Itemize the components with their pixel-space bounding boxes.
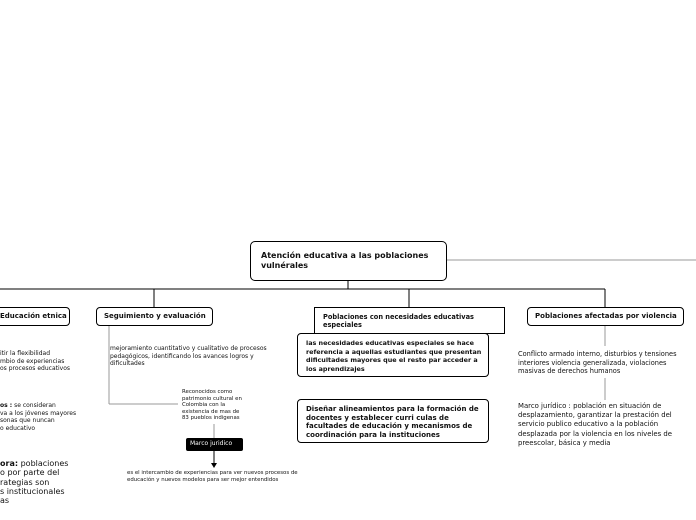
root-title: Atención educativa a las poblaciones vulnérales xyxy=(261,251,429,270)
etnica-text-3-rest: poblaciones o por parte del rategias son s institucionales as xyxy=(0,459,69,506)
branch-afectadas-violencia[interactable] xyxy=(527,307,684,326)
necesidades-box-2[interactable] xyxy=(297,399,489,443)
etnica-text-2 xyxy=(0,402,90,432)
etnica-text-3-bold: ora: xyxy=(0,459,19,468)
seguimiento-text-3: es el intercambio de experiencias para ver nuevos procesos de educación y nuevos modelos para ser mejor entendidos xyxy=(127,470,298,483)
seguimiento-text-2: Reconocidos como patrimonio cultural en Colombia con la existencia de mas de 83 pueblos indigenas xyxy=(182,389,242,422)
branch-label: Seguimiento y evaluación xyxy=(104,312,206,320)
root-node[interactable] xyxy=(250,241,447,281)
branch-seguimiento-evaluacion[interactable] xyxy=(96,307,213,326)
necesidades-box-1[interactable] xyxy=(297,333,489,377)
branch-label: Poblaciones con necesidades educativas especiales xyxy=(323,313,474,329)
marco-juridico-label: Marco juridico xyxy=(190,440,233,447)
etnica-text-2-bold: os : xyxy=(0,402,13,409)
branch-label: Educación etnica xyxy=(0,312,67,320)
violencia-text-2: Marco jurídico : población en situación de desplazamiento, garantizar la prestación del servicio publico educativo a la población desplazada por la violencia en los niveles de preescolar, básica y media xyxy=(518,402,672,447)
violencia-text-1: Conflicto armado interno, disturbios y tensiones interiores violencia generalizada, violaciones masivas de derechos humanos xyxy=(518,350,677,376)
marco-juridico-badge[interactable] xyxy=(186,438,243,451)
necesidades-box-1-text: las necesidades educativas especiales se hace referencia a aquellas estudiantes que presentan dificultades mayores que el resto par acceder a los aprendizajes xyxy=(306,339,482,373)
seguimiento-text-1: mejoramiento cuantitativo y cualitativo de procesos pedagógicos, identificando los avances logros y dificultades xyxy=(110,345,267,367)
branch-label: Poblaciones afectadas por violencia xyxy=(535,312,677,320)
branch-educacion-etnica[interactable] xyxy=(0,307,70,326)
etnica-text-3 xyxy=(0,459,90,505)
etnica-text-1: itir la flexibilidad mbio de experiencias os procesos educativos xyxy=(0,350,70,372)
necesidades-box-2-text: Diseñar alineamientos para la formación de docentes y establecer curri culas de facultades de educación y mecanismos de coordinación para la instituciones xyxy=(306,405,479,440)
branch-necesidades-especiales[interactable] xyxy=(314,307,505,334)
etnica-text-2-rest: se consideran va a los jóvenes mayores sonas que nuncan o educativo xyxy=(0,402,77,432)
